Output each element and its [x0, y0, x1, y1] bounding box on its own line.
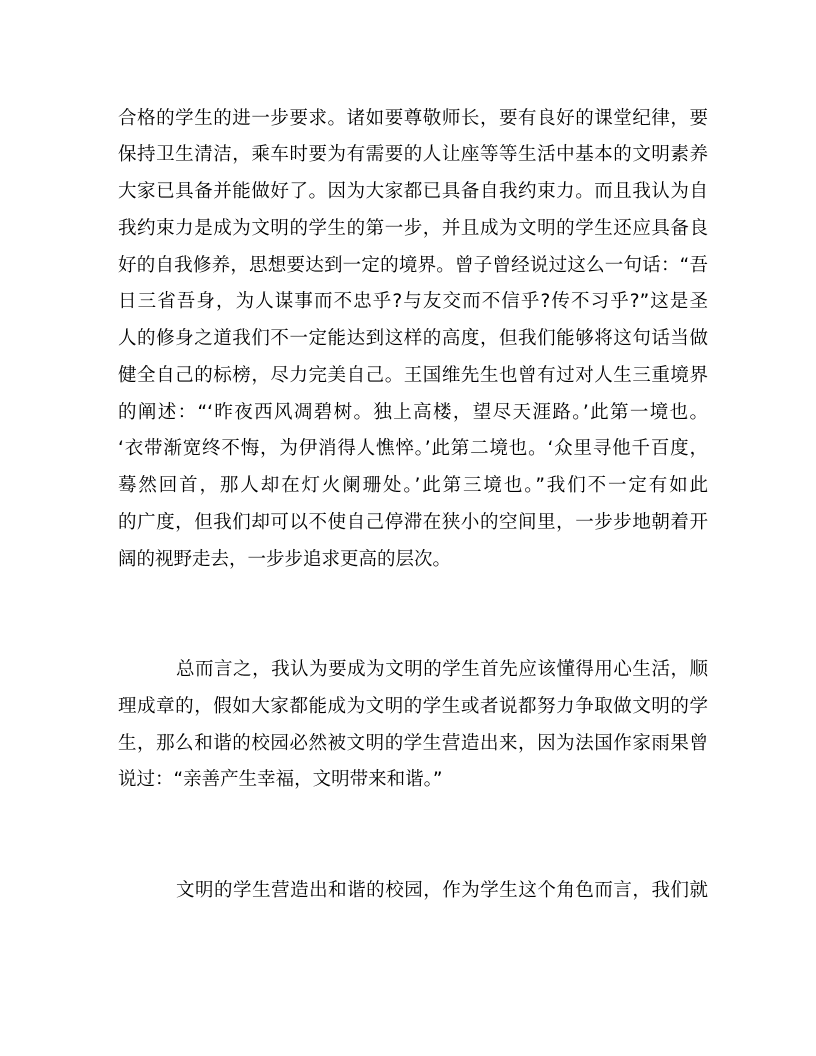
- text-line: 我约束力是成为文明的学生的第一步，并且成为文明的学生还应具备良: [118, 218, 708, 239]
- text-line: 的阐述：“‘昨夜西风凋碧树。独上高楼，望尽天涯路。’此第一境也。: [118, 402, 708, 423]
- text-line: 保持卫生清洁，乘车时要为有需要的人让座等等生活中基本的文明素养: [118, 144, 708, 165]
- text-line: 说过：“亲善产生幸福，文明带来和谐。”: [118, 769, 443, 790]
- text-line: 好的自我修养，思想要达到一定的境界。曾子曾经说过这么一句话：“吾: [118, 255, 708, 276]
- text-line: 阔的视野走去，一步步追求更高的层次。: [118, 549, 452, 570]
- text-line: 大家已具备并能做好了。因为大家都已具备自我约束力。而且我认为自: [118, 181, 708, 202]
- text-line: 生，那么和谐的校园必然被文明的学生营造出来，因为法国作家雨果曾: [118, 733, 708, 754]
- text-line: 合格的学生的进一步要求。诸如要尊敬师长，要有良好的课堂纪律，要: [118, 108, 708, 129]
- text-line: 日三省吾身，为人谋事而不忠乎?与友交而不信乎?传不习乎?”这是圣: [118, 291, 708, 312]
- text-line: 理成章的，假如大家都能成为文明的学生或者说都努力争取做文明的学: [118, 696, 708, 717]
- text-line: 蓦然回首，那人却在灯火阑珊处。’此第三境也。”我们不一定有如此: [118, 475, 708, 496]
- text-line: 健全自己的标榜，尽力完美自己。王国维先生也曾有过对人生三重境界: [118, 365, 708, 386]
- text-line: 文明的学生营造出和谐的校园，作为学生这个角色而言，我们就: [176, 880, 708, 901]
- text-line: 的广度，但我们却可以不使自己停滞在狭小的空间里，一步步地朝着开: [118, 512, 708, 533]
- text-line: 人的修身之道我们不一定能达到这样的高度，但我们能够将这句话当做: [118, 328, 708, 349]
- text-line: ‘衣带渐宽终不悔，为伊消得人憔悴。’此第二境也。‘众里寻他千百度，: [118, 438, 708, 459]
- text-line: 总而言之，我认为要成为文明的学生首先应该懂得用心生活，顺: [176, 659, 708, 680]
